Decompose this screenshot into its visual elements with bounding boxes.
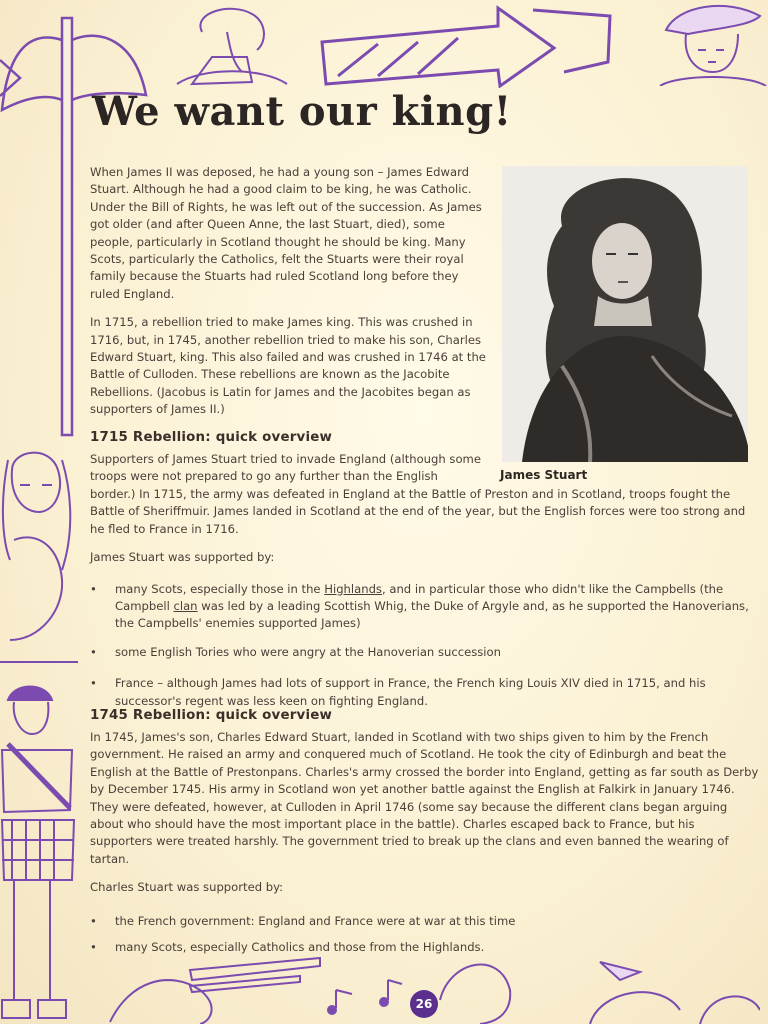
rebellion-1715-line-2: troops were not prepared to go any further than the English — [90, 469, 438, 484]
james-stuart-portrait — [502, 166, 748, 462]
list-item-text: many Scots, especially those in the — [115, 581, 325, 596]
bearded-man-illustration — [172, 2, 292, 90]
list-item — [90, 581, 760, 633]
intro-paragraph-1: When James II was deposed, he had a young son – James Edward Stuart. Although he had a good claim to be king, he was Catholic. Under the Bill of Rights, he was left out of the succession. As James got older (and after Queen Anne, the last Stuart, died), some people, particularly in Scotland thought he should be king. Many Scots, particularly the Catholics, felt the Stuarts were their royal family because the Stuarts had ruled Scotland long before they ruled England. — [90, 165, 482, 301]
portrait-caption: James Stuart — [500, 468, 588, 482]
rebellion-1745-body — [90, 729, 760, 967]
james-supporters-intro: James Stuart was supported by: — [90, 550, 275, 565]
rebellion-1715-body — [90, 486, 760, 721]
highlands-link[interactable]: Highlands — [324, 581, 382, 596]
portrait-drawing — [502, 166, 748, 462]
heading-1715-rebellion: 1715 Rebellion: quick overview — [90, 430, 333, 445]
hat-man-illustration — [658, 0, 768, 86]
intro-text — [90, 164, 490, 430]
heading-1745-rebellion: 1745 Rebellion: quick overview — [90, 708, 333, 723]
page-number-badge: 26 — [410, 990, 438, 1018]
highlander-illustration — [0, 680, 82, 1024]
list-item-text: , and in particular those who didn't like the Campbells (the Campbell — [115, 581, 724, 614]
page-title: We want our king! — [92, 88, 512, 135]
charles-supporters-intro: Charles Stuart was supported by: — [90, 880, 284, 895]
rebellion-1745-paragraph: In 1745, James's son, Charles Edward Stuart, landed in Scotland with two ships given to him by the French government. He raised an army and conquered much of Scotland. He took the city of Edinburgh and beat the English at the Battle of Prestonpans. Charles's army crossed the border into England, getting as far south as Derby by December 1745. His army in Scotland won yet another battle against the English at Falkirk in January 1746. They were defeated, however, at Culloden in April 1746 (some say because the different clans began arguing about who should have the most important place in the battle). Charles escaped back to France, but his supporters were treated harshly. The government tried to break up the clans and even banned the wearing of tartan. — [90, 730, 759, 866]
list-item: • many Scots, especially Catholics and those from the Highlands. — [90, 939, 760, 956]
woman-illustration — [0, 440, 78, 670]
list-item: • France – although James had lots of support in France, the French king Louis XIV died in 1715, and his successor's regent was less keen on fighting England. — [90, 675, 760, 710]
rebellion-1715-lead — [90, 451, 490, 486]
rebellion-1715-paragraph: border.) In 1715, the army was defeated in England at the Battle of Preston and in Scotland, troops fought the Battle of Sheriffmuir. James landed in Scotland at the end of the year, but the English forces were too strong and he fled to France in 1716. — [90, 487, 746, 536]
list-item: • the French government: England and France were at war at this time — [90, 913, 760, 930]
list-item-text: was led by a leading Scottish Whig, the Duke of Argyle and, as he supported the Hanoverians, the Campbells' enemies supported James) — [115, 599, 749, 631]
arrow-sign-illustration — [318, 2, 618, 88]
rebellion-1715-line-1: Supporters of James Stuart tried to invade England (although some — [90, 452, 481, 466]
list-item: • some English Tories who were angry at the Hanoverian succession — [90, 644, 760, 661]
charles-supporters-list — [90, 913, 760, 957]
intro-paragraph-2: In 1715, a rebellion tried to make James king. This was crushed in 1716, but, in 1745, another rebellion tried to make his son, Charles Edward Stuart, king. This also failed and was crushed in 1746 at the Battle of Culloden. These rebellions are known as the Jacobite Rebellions. (Jacobus is Latin for James and the Jacobites began as supporters of James II.) — [90, 315, 486, 417]
james-supporters-list — [90, 581, 760, 710]
clan-link[interactable]: clan — [173, 599, 198, 614]
